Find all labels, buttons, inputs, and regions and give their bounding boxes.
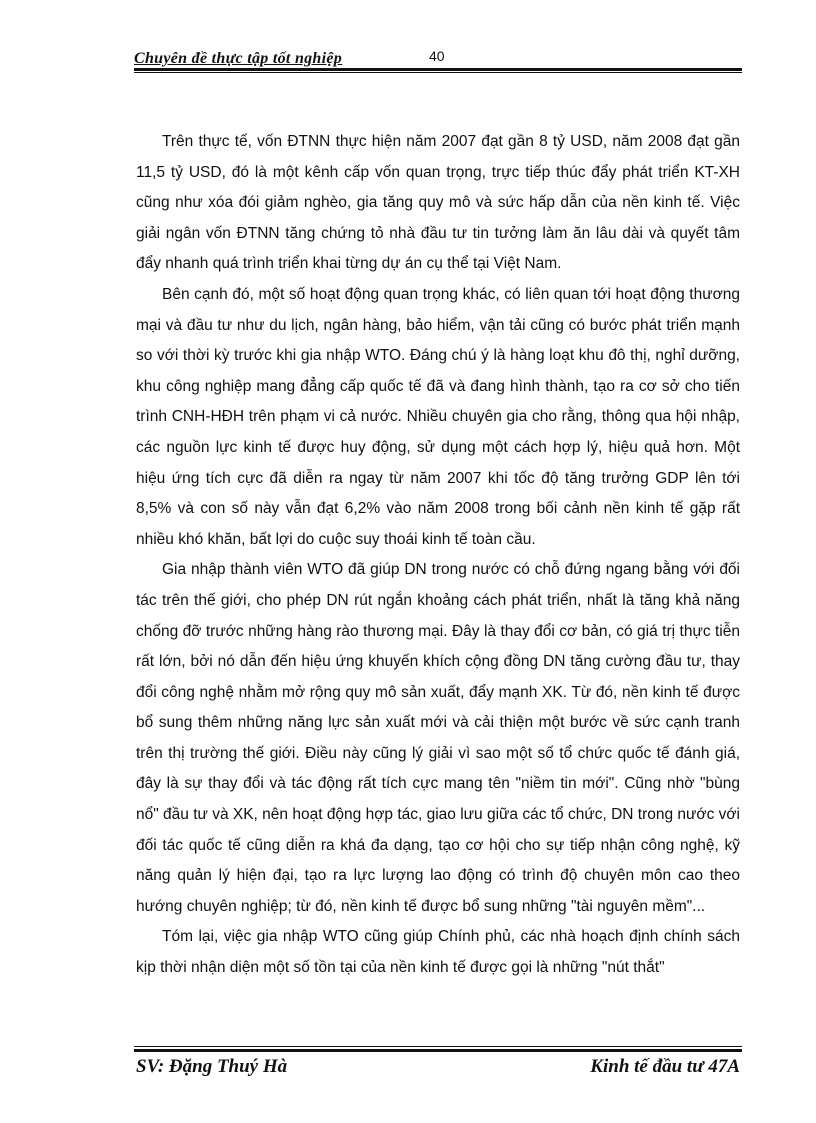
- footer-rule: [134, 1049, 742, 1052]
- header-rule: [134, 68, 742, 71]
- header-rule-thin: [134, 72, 742, 73]
- paragraph: Trên thực tế, vốn ĐTNN thực hiện năm 2007 đạt gần 8 tỷ USD, năm 2008 đạt gần 11,5 tỷ USD, đó là một kênh cấp vốn quan trọng, trực tiếp thúc đẩy phát triển KT-XH cũng như xóa đói giảm nghèo, gia tăng quy mô và sức hấp dẫn của nền kinh tế. Việc giải ngân vốn ĐTNN tăng chứng tỏ nhà đầu tư tin tưởng làm ăn lâu dài và quyết tâm đẩy nhanh quá trình triển khai từng dự án cụ thể tại Việt Nam.: [136, 133, 740, 273]
- document-body: [136, 127, 740, 984]
- page-header: [134, 44, 742, 74]
- footer-rule-thin: [134, 1046, 742, 1047]
- paragraph: Bên cạnh đó, một số hoạt động quan trọng khác, có liên quan tới hoạt động thương mại và đầu tư như du lịch, ngân hàng, bảo hiểm, vận tải cũng có bước phát triển mạnh so với thời kỳ trước khi gia nhập WTO. Đáng chú ý là hàng loạt khu đô thị, nghỉ dưỡng, khu công nghiệp mang đẳng cấp quốc tế đã và đang hình thành, tạo ra cơ sở cho tiến trình CNH-HĐH trên phạm vi cả nước. Nhiều chuyên gia cho rằng, thông qua hội nhập, các nguồn lực kinh tế được huy động, sử dụng một cách hợp lý, hiệu quả hơn. Một hiệu ứng tích cực đã diễn ra ngay từ năm 2007 khi tốc độ tăng trưởng GDP lên tới 8,5% và con số này vẫn đạt 6,2% vào năm 2008 trong bối cảnh nền kinh tế gặp rất nhiều khó khăn, bất lợi do cuộc suy thoái kinh tế toàn cầu.: [136, 285, 740, 548]
- paragraph: Tóm lại, việc gia nhập WTO cũng giúp Chính phủ, các nhà hoạch định chính sách kịp thời nhận diện một số tồn tại của nền kinh tế được gọi là những "nút thắt": [136, 928, 740, 977]
- page-footer: [134, 1046, 742, 1086]
- header-title: Chuyên đề thực tập tốt nghiệp: [134, 50, 343, 67]
- page-number: 40: [429, 48, 445, 64]
- footer-class-name: Kinh tế đầu tư 47A: [590, 1056, 740, 1077]
- footer-student-name: SV: Đặng Thuý Hà: [136, 1056, 288, 1077]
- paragraph: Gia nhập thành viên WTO đã giúp DN trong nước có chỗ đứng ngang bằng với đối tác trên thế giới, cho phép DN rút ngắn khoảng cách phát triển, nhất là tăng khả năng chống đỡ trước những hàng rào thương mại. Đây là thay đổi cơ bản, có giá trị thực tiễn rất lớn, bởi nó dẫn đến hiệu ứng khuyến khích cộng đồng DN tăng cường đầu tư, thay đổi công nghệ nhằm mở rộng quy mô sản xuất, đẩy mạnh XK. Từ đó, nền kinh tế được bổ sung thêm những năng lực sản xuất mới và cải thiện một bước về sức cạnh tranh trên thị trường thế giới. Điều này cũng lý giải vì sao một số tổ chức quốc tế đánh giá, đây là sự thay đổi và tác động rất tích cực mang tên "niềm tin mới". Cũng nhờ "bùng nổ" đầu tư và XK, nên hoạt động hợp tác, giao lưu giữa các tổ chức, DN trong nước với đối tác quốc tế cũng diễn ra khá đa dạng, tạo cơ hội cho sự tiếp nhận công nghệ, kỹ năng quản lý hiện đại, tạo ra lực lượng lao động có trình độ chuyên môn cao theo hướng chuyên nghiệp; từ đó, nền kinh tế được bổ sung những "tài nguyên mềm"...: [136, 561, 741, 915]
